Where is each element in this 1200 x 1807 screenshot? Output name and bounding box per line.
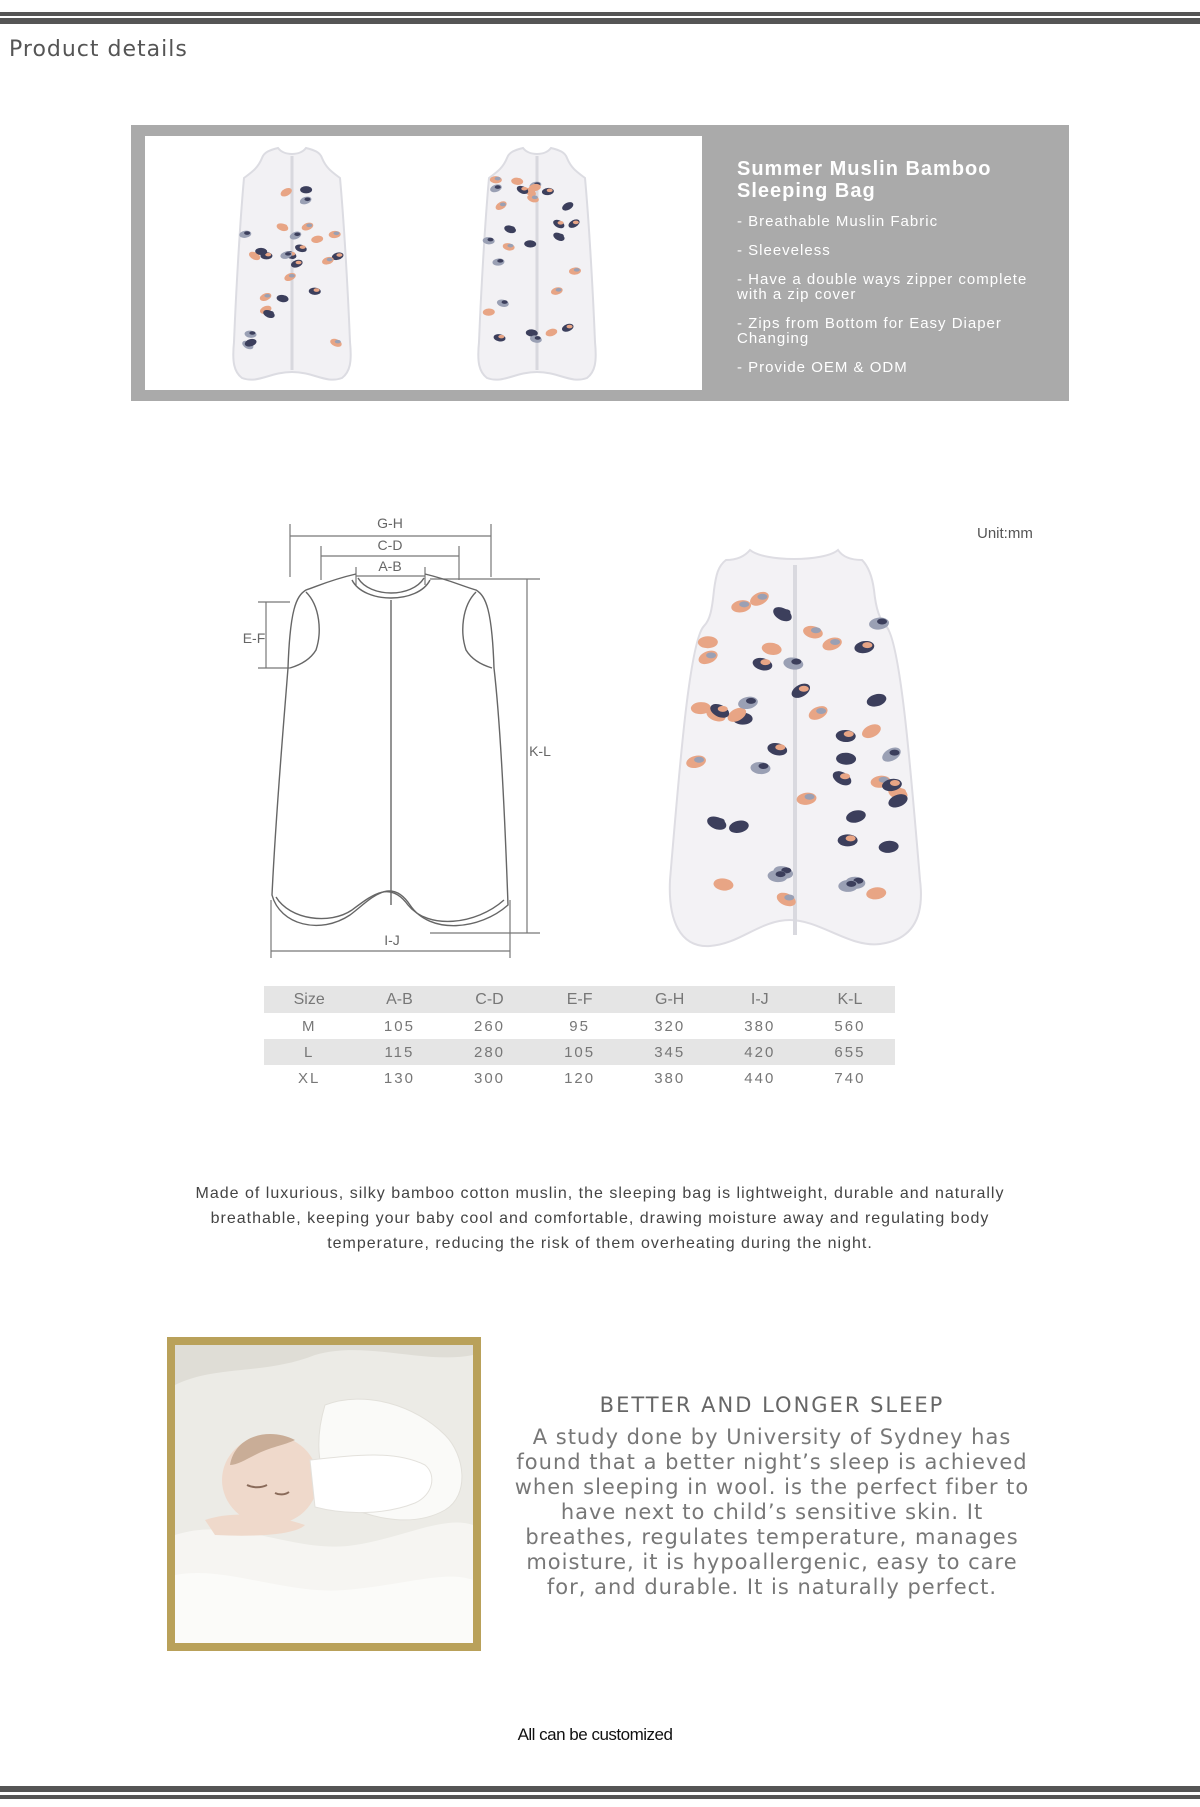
baby-photo-frame <box>167 1337 481 1651</box>
bird-wing <box>896 796 906 802</box>
bird-wing <box>799 686 809 692</box>
bird-wing <box>264 294 270 298</box>
feature-item: - Have a double ways zipper complete with a zip cover <box>737 271 1028 303</box>
bird-wing <box>244 231 250 235</box>
product-banner <box>131 125 1069 401</box>
bird-wing <box>285 252 291 256</box>
column-header: A-B <box>354 986 444 1013</box>
bird-wing <box>304 197 310 201</box>
bird-wing <box>694 757 704 763</box>
bird-wing <box>296 261 302 265</box>
bird-wing <box>735 710 745 716</box>
bird-wing <box>535 336 541 340</box>
label-kl: K-L <box>529 743 551 759</box>
label-gh: G-H <box>377 515 403 531</box>
sleeping-bag-photos <box>145 136 702 390</box>
bird-wing <box>706 652 716 658</box>
bird-wing <box>706 637 716 643</box>
bird-wing <box>840 773 850 779</box>
bird-wing <box>573 221 579 225</box>
bird-wing <box>265 307 271 311</box>
bird-wing <box>558 234 564 238</box>
bird-wing <box>811 627 821 633</box>
bird-wing <box>327 258 333 262</box>
table-cell: 130 <box>383 1069 415 1087</box>
table-cell: 380 <box>654 1069 686 1087</box>
sleeping-bag-large-photo <box>670 550 921 946</box>
bird-wing <box>784 894 794 900</box>
bird-wing <box>516 178 522 182</box>
bird-wing <box>715 818 725 824</box>
bird-wing <box>249 340 255 344</box>
bird-wing <box>770 644 780 650</box>
bird-wing <box>844 731 854 737</box>
bird-wing <box>846 835 856 841</box>
bird-wing <box>294 232 300 236</box>
footer-note: All can be customized <box>517 1725 673 1744</box>
bird-wing <box>846 881 856 887</box>
bird-wing <box>249 331 255 335</box>
sleeping-baby-illustration <box>175 1345 473 1643</box>
bird-wing <box>776 871 786 877</box>
table-cell: 345 <box>625 1039 715 1065</box>
bird-wing <box>306 224 312 228</box>
bird-wing <box>498 335 504 339</box>
bird-wing <box>500 203 506 207</box>
bird-wing <box>333 231 339 235</box>
table-cell: 655 <box>805 1039 895 1065</box>
bird-wing <box>336 253 342 257</box>
bird-wing <box>281 296 287 300</box>
table-cell: 260 <box>474 1017 506 1035</box>
product-photo <box>145 136 702 390</box>
bird-wing <box>314 288 320 292</box>
table-cell: 95 <box>569 1017 590 1035</box>
bird-wing <box>699 703 709 709</box>
column-header: K-L <box>805 986 895 1013</box>
product-title: Summer Muslin Bamboo Sleeping Bag <box>737 158 992 202</box>
bird-wing <box>305 187 311 191</box>
table-cell: 560 <box>834 1017 866 1035</box>
bird-wing <box>531 330 537 334</box>
bird-wing <box>889 750 899 756</box>
bird-wing <box>495 185 501 189</box>
label-ef: E-F <box>242 630 266 646</box>
bird-wing <box>869 726 879 732</box>
bird-wing <box>890 780 900 786</box>
table-row <box>264 1013 895 1039</box>
bottom-rule-2 <box>0 1795 1200 1799</box>
page-title: Product details <box>9 37 188 62</box>
unit-label: Unit:mm <box>977 525 1033 542</box>
bird-wing <box>487 238 493 242</box>
bird-wing <box>874 888 884 894</box>
bird-wing <box>567 203 573 207</box>
table-cell: L <box>264 1039 354 1065</box>
feature-item: - Sleeveless <box>737 242 831 259</box>
product-description: Made of luxurious, silky bamboo cotton muslin, the sleeping bag is lightweight, durable and naturally breathable, keeping your baby cool and comfortable, drawing moisture away and regulating body temperature, reducing the risk of them overheating during the night. <box>195 1185 1005 1252</box>
bird-wing <box>507 244 513 248</box>
feature-list <box>737 214 1047 375</box>
table-cell: 420 <box>715 1039 805 1065</box>
bird-wing <box>805 794 815 800</box>
bird-wing <box>556 288 562 292</box>
bird-wing <box>887 842 897 848</box>
bird-wing <box>746 698 756 704</box>
bird-wing <box>260 248 266 252</box>
bird-wing <box>497 259 503 263</box>
sleep-heading: BETTER AND LONGER SLEEP <box>599 1393 945 1417</box>
table-cell: 120 <box>564 1069 596 1087</box>
table-cell: 105 <box>535 1039 625 1065</box>
product-summary <box>737 158 1047 389</box>
bird-wing <box>862 642 872 648</box>
bird-wing <box>739 601 749 607</box>
feature-item: - Breathable Muslin Fabric <box>737 213 939 230</box>
column-header: Size <box>264 986 354 1013</box>
bird-wing <box>737 822 747 828</box>
bird-wing <box>721 879 731 885</box>
table-cell: M <box>301 1017 317 1035</box>
table-cell: 320 <box>654 1017 686 1035</box>
table-cell: XL <box>298 1069 321 1087</box>
bird-wing <box>760 659 770 665</box>
bird-wing <box>567 325 573 329</box>
feature-item: - Provide OEM & ODM <box>737 359 908 376</box>
size-diagram <box>0 500 1200 980</box>
bird-wing <box>509 226 515 230</box>
bird-wing <box>844 754 854 760</box>
top-rule-2 <box>0 18 1200 24</box>
table-cell: 280 <box>444 1039 534 1065</box>
sleeping-baby-photo <box>175 1345 473 1643</box>
label-ab: A-B <box>378 558 402 574</box>
column-header: C-D <box>444 986 534 1013</box>
bird-wing <box>300 245 306 249</box>
sleep-text: A study done by University of Sydney has found that a better night’s sleep is achieved when sleeping in wool. is the perfect fiber to have next to child’s sensitive skin. It breathes, regulates temperature, manages moisture, it is hypoallergenic, easy to care for, and durable. It is naturally perfect. <box>514 1425 1030 1599</box>
bird-wing <box>534 185 540 189</box>
bird-wing <box>547 189 553 193</box>
bird-wing <box>718 706 728 712</box>
bottom-rule <box>0 1786 1200 1792</box>
bird-wing <box>281 224 287 228</box>
bird-wing <box>268 311 274 315</box>
table-cell: 380 <box>744 1017 776 1035</box>
table-cell: 115 <box>354 1039 444 1065</box>
bird-wing <box>574 268 580 272</box>
bird-wing <box>877 619 887 625</box>
bird-wing <box>816 708 826 714</box>
table-cell: 105 <box>383 1017 415 1035</box>
column-header: E-F <box>535 986 625 1013</box>
table-row <box>264 1065 895 1091</box>
label-cd: C-D <box>377 537 403 553</box>
bird-wing <box>550 330 556 334</box>
bird-wing <box>758 763 768 769</box>
bird-wing <box>289 274 295 278</box>
bird-wing <box>495 177 501 181</box>
table-cell: 440 <box>744 1069 776 1087</box>
table-cell: 300 <box>474 1069 506 1087</box>
bird-wing <box>488 309 494 313</box>
column-header: G-H <box>625 986 715 1013</box>
bird-wing <box>529 241 535 245</box>
bird-wing <box>502 300 508 304</box>
bird-wing <box>285 189 291 193</box>
bird-wing <box>521 187 527 191</box>
column-header: I-J <box>715 986 805 1013</box>
bird-wing <box>558 221 564 225</box>
bird-wing <box>316 236 322 240</box>
top-rule <box>0 12 1200 16</box>
table-header-row <box>264 986 895 1013</box>
size-table <box>264 986 895 1091</box>
table-row <box>264 1039 895 1065</box>
bird-wing <box>791 659 801 665</box>
bird-wing <box>780 609 790 615</box>
label-ij: I-J <box>384 932 400 948</box>
bird-wing <box>854 811 864 817</box>
bird-wing <box>335 340 341 344</box>
table-cell: 740 <box>834 1069 866 1087</box>
bird-wing <box>757 594 767 600</box>
bird-wing <box>532 196 538 200</box>
bird-wing <box>875 695 885 701</box>
feature-item: - Zips from Bottom for Easy Diaper Changing <box>737 315 1002 347</box>
bird-wing <box>775 744 785 750</box>
bird-wing <box>830 639 840 645</box>
